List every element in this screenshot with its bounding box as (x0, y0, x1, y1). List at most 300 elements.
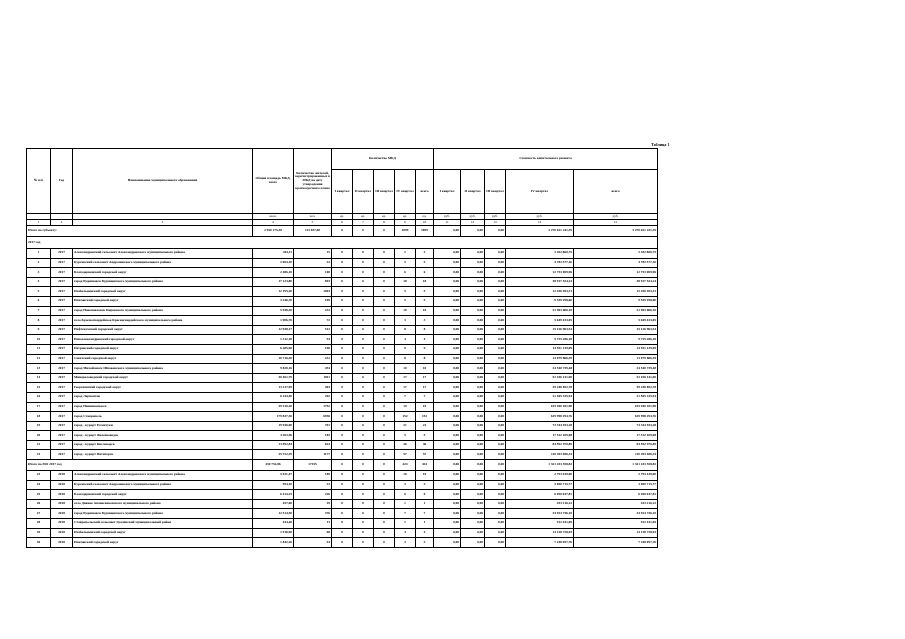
table-cell: 0,00 (485, 335, 506, 345)
table-cell: 2018 (51, 499, 73, 509)
col-header-cost-total: всего (574, 170, 658, 214)
table-cell: 0 (374, 490, 395, 500)
table-cell: 1 (395, 519, 416, 529)
table-cell: 619 998 294,76 (506, 412, 574, 422)
table-cell: 0 (353, 364, 374, 374)
table-cell: 0,00 (461, 519, 485, 529)
table-row (27, 421, 658, 431)
table-cell: 0,00 (434, 450, 461, 460)
table-row (27, 490, 658, 500)
table-cell: 10 (395, 306, 416, 316)
table-cell: 5 (395, 296, 416, 306)
table-cell: 0,00 (461, 277, 485, 287)
table-cell: 12 195,20 (253, 287, 294, 297)
table-cell: 2 793 449,00 (506, 471, 574, 481)
table-cell: 52 106 141,00 (506, 373, 574, 383)
table-cell: 0 (332, 509, 353, 519)
unit-cell: кв.м. (253, 214, 294, 220)
table-cell: 0,00 (485, 509, 506, 519)
table-cell: город - курорт Пятигорск (73, 450, 253, 460)
municipal-subtotal-row-value: 0 (332, 460, 353, 471)
table-cell: город Невинномысск (73, 402, 253, 412)
table-cell: 6 414,25 (253, 490, 294, 500)
table-row (27, 383, 658, 393)
table-cell: 73 344 933,28 (506, 421, 574, 431)
table-cell: 444,40 (253, 519, 294, 529)
table-cell: 84 592 970,89 (506, 440, 574, 450)
table-cell: 701 (294, 421, 332, 431)
table-cell: 0,00 (461, 402, 485, 412)
table-cell: 9 (27, 325, 51, 335)
table-cell: 2017 (51, 258, 73, 268)
table-cell: 5 938,30 (253, 306, 294, 316)
table-cell: 13 217,99 (253, 383, 294, 393)
table-cell: 912 441,69 (506, 519, 574, 529)
table-cell: 18 (416, 277, 434, 287)
table-cell: 0 (374, 249, 395, 259)
table-cell: 0 (353, 480, 374, 490)
col-header-cost-q2: II квартал (461, 170, 485, 214)
table-cell: 0 (332, 344, 353, 354)
unit-cell: чел. (294, 214, 332, 220)
table-cell: 0 (374, 450, 395, 460)
table-cell: 2017 (51, 325, 73, 335)
unit-cell: ед. (416, 214, 434, 220)
table-cell: 12 (27, 354, 51, 364)
table-cell: 6 (395, 268, 416, 278)
table-row (27, 249, 658, 259)
table-cell: 3 850 715,77 (506, 480, 574, 490)
table-cell: 12 753 699,96 (574, 268, 658, 278)
table-cell: 0 (353, 490, 374, 500)
table-cell: 34 924 746,10 (574, 509, 658, 519)
table-cell: 19 946,00 (253, 421, 294, 431)
table-row (27, 354, 658, 364)
table-cell: 15 (27, 383, 51, 393)
table-cell: 376 (294, 509, 332, 519)
table-cell: 6936 (294, 412, 332, 422)
table-cell: 0 (374, 344, 395, 354)
table-cell: 0,00 (485, 383, 506, 393)
table-cell: 2017 (51, 412, 73, 422)
table-cell: 0 (374, 335, 395, 345)
table-cell: 433 216,22 (574, 499, 658, 509)
table-cell: 5 (395, 287, 416, 297)
table-cell: 9 539 298,60 (574, 296, 658, 306)
table-cell: 15 126 963,54 (506, 325, 574, 335)
table-cell: 3 (416, 480, 434, 490)
table-cell: город - курорт Кисловодск (73, 440, 253, 450)
table-cell: 0 (332, 490, 353, 500)
table-cell: 10 (395, 471, 416, 481)
subject-total-row-value: 113 037,00 (294, 226, 332, 237)
table-cell: 0 (332, 528, 353, 538)
table-cell: 0 (353, 509, 374, 519)
table-cell: 17 512 109,08 (506, 431, 574, 441)
table-cell: 3 (395, 538, 416, 548)
municipal-subtotal-row (27, 460, 658, 471)
table-cell: 0,00 (461, 392, 485, 402)
table-cell: 6 050 047,81 (574, 490, 658, 500)
table-cell: 0 (374, 412, 395, 422)
table-cell: 0 (374, 471, 395, 481)
subject-total-row-value: 0 (332, 226, 353, 237)
table-cell: 27 (27, 509, 51, 519)
year-group-label: 2017 год (27, 237, 658, 249)
table-cell: 0 (332, 402, 353, 412)
table-cell: 0,00 (434, 490, 461, 500)
table-cell: 0 (332, 519, 353, 529)
table-cell: 5 649 433,05 (506, 316, 574, 326)
table-cell: 196 (294, 344, 332, 354)
table-cell: 0 (353, 249, 374, 259)
table-row (27, 480, 658, 490)
table-cell: Александровский сельсовет Александровского муниципального района (73, 249, 253, 259)
table-cell: 21 903 606,10 (574, 306, 658, 316)
table-cell: Ипатовский городской округ (73, 296, 253, 306)
table-cell: 0,00 (434, 344, 461, 354)
table-cell: 0,00 (434, 421, 461, 431)
table-cell: 0 (374, 325, 395, 335)
table-cell: Новоалександровский городской округ (73, 335, 253, 345)
table-cell: 512 (294, 325, 332, 335)
table-cell: 30 461,79 (253, 373, 294, 383)
table-cell: 12 514,50 (253, 509, 294, 519)
table-row (27, 471, 658, 481)
table-cell: 0 (332, 480, 353, 490)
column-number-cell: 11 (434, 220, 461, 226)
table-cell: 8 (395, 325, 416, 335)
table-cell: 0,00 (485, 268, 506, 278)
table-cell: город Буденновск Буденновского муниципального района (73, 509, 253, 519)
table-cell: 16 (27, 392, 51, 402)
table-cell: 14 138 728,03 (506, 528, 574, 538)
table-cell: 0 (332, 316, 353, 326)
table-row (27, 325, 658, 335)
table-cell: 3 (416, 538, 434, 548)
table-cell: 0 (332, 296, 353, 306)
table-cell: 0 (353, 431, 374, 441)
table-cell: 5 (27, 287, 51, 297)
table-cell: 4 263,56 (253, 431, 294, 441)
col-header-mkd-q4: IV квартал (395, 170, 416, 214)
table-cell: 2017 (51, 402, 73, 412)
table-cell: Благодарненский городской округ (73, 268, 253, 278)
table-cell: село Дивное Апанасенковского муниципального района (73, 499, 253, 509)
municipal-subtotal-row-value: 0,00 (434, 460, 461, 471)
table-cell: 0 (353, 268, 374, 278)
table-cell: 0,00 (461, 440, 485, 450)
table-cell: 1 312,10 (253, 335, 294, 345)
table-cell: 0,00 (461, 480, 485, 490)
municipal-subtotal-row-value: 424 (395, 460, 416, 471)
table-cell: 0,00 (461, 249, 485, 259)
table-cell: 0,00 (434, 287, 461, 297)
table-cell: 0,00 (485, 296, 506, 306)
table-cell: 0,00 (434, 499, 461, 509)
table-cell: 1 (416, 499, 434, 509)
table-cell: 2017 (51, 268, 73, 278)
table-row (27, 440, 658, 450)
table-cell: 17 (395, 383, 416, 393)
column-number-cell: 6 (332, 220, 353, 226)
table-cell: 0,00 (461, 354, 485, 364)
table-cell: 110 493 486,34 (506, 450, 574, 460)
table-cell: 0 (332, 268, 353, 278)
table-cell: 38 917 524,24 (574, 277, 658, 287)
table-cell: 14 (27, 373, 51, 383)
table-cell: 0,00 (434, 306, 461, 316)
table-cell: 2017 (51, 335, 73, 345)
table-cell: 0 (374, 538, 395, 548)
table-cell: 0 (353, 287, 374, 297)
table-cell: 10 (416, 364, 434, 374)
table-cell: 2017 (51, 287, 73, 297)
table-cell: 433 216,22 (506, 499, 574, 509)
table-row (27, 450, 658, 460)
table-cell: Ипатовский городской округ (73, 538, 253, 548)
table-cell: 6 050 047,81 (506, 490, 574, 500)
table-cell: 24 540 739,48 (574, 364, 658, 374)
municipal-subtotal-row-value: 1 321 433 558,82 (574, 460, 658, 471)
table-cell: 454 (294, 364, 332, 374)
table-cell: 0,00 (461, 306, 485, 316)
column-number-cell: 9 (395, 220, 416, 226)
table-cell: 15 126 963,54 (574, 325, 658, 335)
column-number-cell: 1 (27, 220, 51, 226)
table-cell: 0 (353, 258, 374, 268)
table-cell: 54 (294, 538, 332, 548)
table-cell: 0,00 (434, 471, 461, 481)
table-cell: 0,00 (485, 528, 506, 538)
table-cell: 693 (294, 277, 332, 287)
table-cell: 6 (416, 490, 434, 500)
table-cell: 72 (294, 316, 332, 326)
table-cell: 0 (332, 392, 353, 402)
table-cell: 0,00 (485, 440, 506, 450)
table-cell: 7 (416, 509, 434, 519)
table-cell: 4 (395, 528, 416, 538)
table-cell: город - курорт Железноводск (73, 431, 253, 441)
table-cell: 68 (294, 528, 332, 538)
col-header-cost-q1: I квартал (434, 170, 461, 214)
table-cell: 0,00 (485, 325, 506, 335)
table-cell: 0 (374, 431, 395, 441)
table-cell: 0 (332, 287, 353, 297)
table-cell: 7 248 097,76 (506, 538, 574, 548)
table-cell: 2017 (51, 421, 73, 431)
table-cell: 2017 (51, 383, 73, 393)
table-row (27, 344, 658, 354)
table-cell: 2 (395, 249, 416, 259)
table-cell: 0,00 (461, 528, 485, 538)
table-cell: 0 (332, 325, 353, 335)
table-cell: 1752 (294, 402, 332, 412)
table-cell: 152 (395, 412, 416, 422)
table-caption: Таблица 1 (651, 142, 670, 147)
table-cell: 0 (353, 373, 374, 383)
table-cell: 0 (332, 277, 353, 287)
municipal-subtotal-row-value: 430 752,86 (253, 460, 294, 471)
subject-total-row-value: 3 270 621 241,39 (574, 226, 658, 237)
table-cell: 7 (27, 306, 51, 316)
table-cell: 189 (294, 471, 332, 481)
table-cell: 0,00 (485, 490, 506, 500)
table-cell: 10 716,30 (253, 354, 294, 364)
table-cell: 0 (353, 499, 374, 509)
table-cell: 0,00 (434, 258, 461, 268)
table-cell: 25 (27, 490, 51, 500)
table-cell: 0,00 (461, 538, 485, 548)
column-number-cell: 13 (485, 220, 506, 226)
table-cell: 2017 (51, 344, 73, 354)
table-cell: 152 (416, 412, 434, 422)
table-row (27, 373, 658, 383)
table-cell: 624 (294, 440, 332, 450)
table-cell: 73 344 933,28 (574, 421, 658, 431)
table-cell: город Новопавловск Кировского муниципального района (73, 306, 253, 316)
table-cell: 2017 (51, 306, 73, 316)
table-cell: 12 436 953,31 (506, 287, 574, 297)
table-cell: 6 285,90 (253, 344, 294, 354)
col-header-mkd-q1: I квартал (332, 170, 353, 214)
table-cell: 2017 (51, 249, 73, 259)
table-cell: 109 (294, 296, 332, 306)
table-cell: 0 (332, 383, 353, 393)
table-cell: 9 539 298,60 (506, 296, 574, 306)
table-cell: 1004 (294, 287, 332, 297)
table-cell: 19 (416, 402, 434, 412)
table-cell: 0,00 (434, 538, 461, 548)
table-cell: 2017 (51, 364, 73, 374)
table-cell: 0 (332, 499, 353, 509)
table-cell: 0 (332, 354, 353, 364)
table-cell: 34 924 746,10 (506, 509, 574, 519)
table-cell: 2 452 860,75 (574, 249, 658, 259)
table-cell: 36 (416, 440, 434, 450)
subject-total-row-value: 0,00 (485, 226, 506, 237)
table-cell: 0,00 (434, 249, 461, 259)
table-cell: 12 753 699,96 (506, 268, 574, 278)
table-cell: 20 (27, 431, 51, 441)
col-header-year: Год (51, 149, 73, 214)
table-cell: 0,00 (461, 344, 485, 354)
table-cell: 9 (395, 344, 416, 354)
table-cell: 0 (353, 344, 374, 354)
table-cell: 2018 (51, 480, 73, 490)
table-row (27, 392, 658, 402)
table-cell: 9 (416, 344, 434, 354)
table-cell: 0,00 (485, 402, 506, 412)
col-header-mkd-q3: III квартал (374, 170, 395, 214)
table-cell: 17 (416, 373, 434, 383)
table-cell: 0,00 (434, 402, 461, 412)
table-row (27, 277, 658, 287)
table-cell: 0 (332, 335, 353, 345)
table-cell: 0 (332, 431, 353, 441)
table-cell: 0,00 (485, 364, 506, 374)
table-cell: 2017 (51, 440, 73, 450)
table-cell: 0 (374, 440, 395, 450)
subject-total-row-value: 2 950 175,38 (253, 226, 294, 237)
table-cell: 3 850 715,77 (574, 480, 658, 490)
capital-repair-table (26, 148, 658, 548)
unit-cell: руб. (485, 214, 506, 220)
table-cell: 0 (374, 287, 395, 297)
table-cell: 233 (294, 306, 332, 316)
table-cell: 0,00 (461, 335, 485, 345)
municipal-subtotal-row-value: 1 321 433 558,82 (506, 460, 574, 471)
table-cell: 0,00 (434, 277, 461, 287)
table-cell: 24 540 739,48 (506, 364, 574, 374)
table-cell: 2017 (51, 392, 73, 402)
table-cell: 110 493 486,34 (574, 450, 658, 460)
table-cell: 0 (353, 421, 374, 431)
table-cell: 0 (332, 421, 353, 431)
table-cell: 0 (374, 519, 395, 529)
table-cell: 912 441,69 (574, 519, 658, 529)
table-cell: 0 (353, 354, 374, 364)
table-cell: 0 (353, 528, 374, 538)
table-cell: 23 (27, 471, 51, 481)
col-header-residents: Количество жителей, зарегистрированных в МКД на дату утверждения краткосрочного плана (294, 149, 332, 214)
table-cell: 0,00 (434, 392, 461, 402)
table-cell: 2018 (51, 519, 73, 529)
table-cell: 0 (332, 306, 353, 316)
table-cell: 0,00 (461, 383, 485, 393)
table-cell: 0,00 (485, 431, 506, 441)
table-cell: Георгиевский городской округ (73, 383, 253, 393)
table-cell: 0,00 (434, 383, 461, 393)
table-cell: 182 (294, 431, 332, 441)
table-cell: 2017 (51, 277, 73, 287)
table-row (27, 335, 658, 345)
table-cell: 17 (395, 373, 416, 383)
table-cell: 9 725 286,18 (574, 335, 658, 345)
table-cell: Курсавский сельсовет Андроповского муниципального района (73, 480, 253, 490)
table-cell: 1177 (294, 450, 332, 460)
table-cell: 13 992,84 (253, 440, 294, 450)
table-row (27, 519, 658, 529)
table-cell: 0,00 (461, 373, 485, 383)
table-cell: 404 (294, 383, 332, 393)
table-cell: 0,00 (434, 431, 461, 441)
table-cell: 0 (332, 471, 353, 481)
table-cell: 0,00 (485, 480, 506, 490)
column-number-cell: 3 (73, 220, 253, 226)
table-cell: 18 (27, 412, 51, 422)
table-cell: 0,00 (485, 499, 506, 509)
municipal-subtotal-row-value: 0,00 (461, 460, 485, 471)
unit-cell: руб. (506, 214, 574, 220)
col-header-cost-group: Стоимость капитального ремонта (434, 149, 658, 170)
table-cell: 0,00 (461, 509, 485, 519)
table-cell: 10 (416, 471, 434, 481)
table-cell: 0 (353, 335, 374, 345)
table-cell: 0,00 (485, 287, 506, 297)
table-cell: 21 565 415,94 (506, 392, 574, 402)
table-cell: 13 079 866,39 (574, 354, 658, 364)
table-cell: 0 (353, 306, 374, 316)
subject-total-row-value: 0,00 (461, 226, 485, 237)
table-cell: 0,00 (461, 364, 485, 374)
table-cell: 0 (353, 316, 374, 326)
table-cell: Нефтекумский городской округ (73, 325, 253, 335)
table-cell: 7 (416, 392, 434, 402)
table-cell: 0 (374, 392, 395, 402)
column-number-cell: 7 (353, 220, 374, 226)
table-cell: 0,00 (485, 277, 506, 287)
